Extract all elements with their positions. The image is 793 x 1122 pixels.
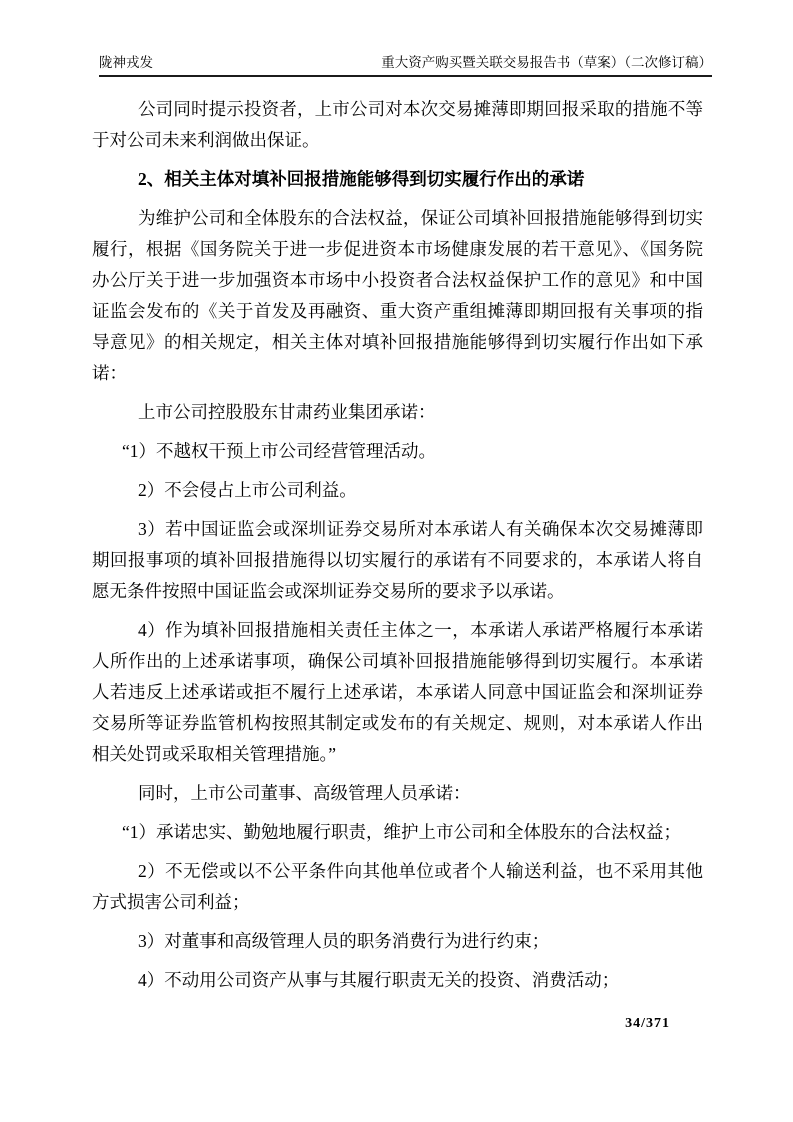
paragraph: 为维护公司和全体股东的合法权益，保证公司填补回报措施能够得到切实履行，根据《国务院关于进一步促进资本市场健康发展的若干意见》、《国务院办公厅关于进一步加强资本市场中小投资者合法权益保护工作的意见》和中国证监会发布的《关于首发及再融资、重大资产重组摊薄即期回报有关事项的指导意见》的相关规定，相关主体对填补回报措施能够得到切实履行作出如下承诺： xyxy=(92,208,703,383)
page-number: 34/371 xyxy=(625,1016,670,1031)
paragraph: 3）对董事和高级管理人员的职务消费行为进行约束； xyxy=(138,931,550,951)
header-divider xyxy=(99,75,712,77)
paragraph: 2）不无偿或以不公平条件向其他单位或者个人输送利益，也不采用其他方式损害公司利益； xyxy=(92,861,703,912)
paragraph: “1）承诺忠实、勤勉地履行职责，维护上市公司和全体股东的合法权益； xyxy=(122,822,682,842)
paragraph: 4）作为填补回报措施相关责任主体之一，本承诺人承诺严格履行本承诺人所作出的上述承诺事项，确保公司填补回报措施能够得到切实履行。本承诺人若违反上述承诺或拒不履行上述承诺，本承诺人同意中国证监会和深圳证券交易所等证券监管机构按照其制定或发布的有关规定、规则，对本承诺人作出相关处罚或采取相关管理措施。” xyxy=(92,620,703,764)
paragraph: 公司同时提示投资者，上市公司对本次交易摊薄即期回报采取的措施不等于对公司未来利润做出保证。 xyxy=(92,99,703,150)
section-heading: 2、相关主体对填补回报措施能够得到切实履行作出的承诺 xyxy=(138,169,585,189)
paragraph: 上市公司控股股东甘肃药业集团承诺： xyxy=(138,402,436,422)
paragraph: 同时，上市公司董事、高级管理人员承诺： xyxy=(138,783,471,803)
paragraph: 4）不动用公司资产从事与其履行职责无关的投资、消费活动； xyxy=(138,970,620,990)
paragraph: 2）不会侵占上市公司利益。 xyxy=(138,480,357,500)
paragraph: 3）若中国证监会或深圳证券交易所对本承诺人有关确保本次交易摊薄即期回报事项的填补回报措施得以切实履行的承诺有不同要求的，本承诺人将自愿无条件按照中国证监会或深圳证券交易所的要求予以承诺。 xyxy=(92,519,703,601)
paragraph: “1）不越权干预上市公司经营管理活动。 xyxy=(122,441,437,461)
header-company-name: 陇神戎发 xyxy=(99,55,153,70)
document-body xyxy=(92,94,703,1004)
page-header xyxy=(99,54,712,72)
header-report-title: 重大资产购买暨关联交易报告书（草案）（二次修订稿） xyxy=(381,55,712,70)
